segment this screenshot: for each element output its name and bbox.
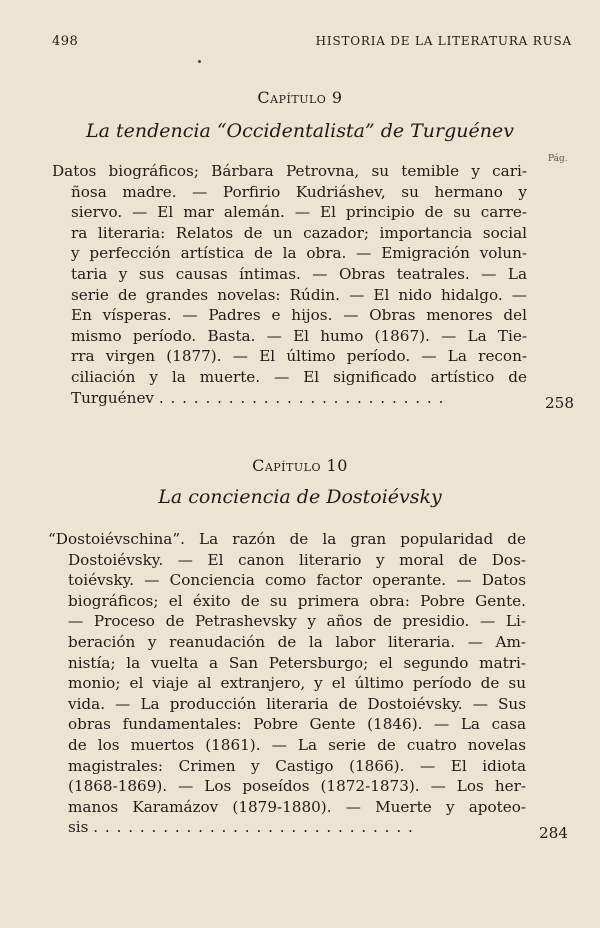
summary-line: rra virgen (1877). — El último período. — La recon- [71,347,527,366]
summary-line: y perfección artística de la obra. — Emigración volun- [71,244,527,263]
summary-line: biográficos; el éxito de su primera obra: Pobre Gente. [68,591,526,610]
summary-line: “Dostoiévschina”. La razón de la gran popularidad de [48,530,526,548]
summary-line: vida. — La producción literaria de Dostoiévsky. — Sus [68,694,526,713]
summary-line: ñosa madre. — Porfirio Kudriáshev, su hermano y [71,182,527,201]
summary-line: ra literaria: Relatos de un cazador; importancia social [71,223,527,242]
summary-last-line [68,817,526,838]
chapter-heading: Capítulo 9 [257,88,343,107]
summary-line: Turguénev [71,388,155,407]
ink-speck [198,60,201,63]
summary-line: manos Karamázov (1879-1880). — Muerte y apoteo- [68,797,526,816]
chapter-summary [48,529,526,838]
summary-line: Dostoiévsky. — El canon literario y moral de Dos- [68,550,526,569]
summary-line: mismo período. Basta. — El humo (1867). — La Tie- [71,326,527,345]
summary-line: nistía; la vuelta a San Petersburgo; el segundo matri- [68,653,526,672]
summary-line: Datos biográficos; Bárbara Petrovna, su temible y cari- [52,162,527,180]
chapter-title: La conciencia de Dostoiévsky [158,486,442,508]
page-column-label: Pág. [548,154,568,164]
summary-line: obras fundamentales: Pobre Gente (1846). — La casa [68,715,526,734]
summary-line: sis [68,818,89,837]
summary-line: siervo. — El mar alemán. — El principio de su carre- [71,203,527,222]
summary-line: toiévsky. — Conciencia como factor operante. — Datos [68,571,526,590]
page-number: 498 [52,34,79,49]
summary-line: (1868-1869). — Los poseídos (1872-1873). — Los her- [68,777,526,796]
summary-line: serie de grandes novelas: Rúdin. — El nido hidalgo. — [71,285,527,304]
chapter-page-number: 258 [545,394,574,412]
chapter-summary [52,161,527,408]
summary-line: ciliación y la muerte. — El significado artístico de [71,367,527,386]
summary-line: beración y reanudación de la labor literaria. — Am- [68,632,526,651]
chapter-page-number: 284 [539,824,568,842]
dot-leader: . . . . . . . . . . . . . . . . . . . . . . . . . . . . [93,818,414,837]
chapter-title: La tendencia “Occidentalista” de Turguénev [85,120,514,142]
summary-line: — Proceso de Petrashevsky y años de presidio. — Li- [68,612,526,631]
page-header [52,34,572,54]
summary-line: de los muertos (1861). — La serie de cuatro novelas [68,735,526,754]
summary-line: En vísperas. — Padres e hijos. — Obras menores del [71,306,527,325]
summary-line: taria y sus causas íntimas. — Obras teatrales. — La [71,264,527,283]
running-title: HISTORIA DE LA LITERATURA RUSA [315,34,572,48]
summary-line: magistrales: Crimen y Castigo (1866). — El idiota [68,756,526,775]
summary-line: monio; el viaje al extranjero, y el último período de su [68,674,526,693]
summary-last-line [71,388,527,409]
dot-leader: . . . . . . . . . . . . . . . . . . . . . . . . . [158,388,445,407]
chapter-heading: Capítulo 10 [252,456,348,475]
